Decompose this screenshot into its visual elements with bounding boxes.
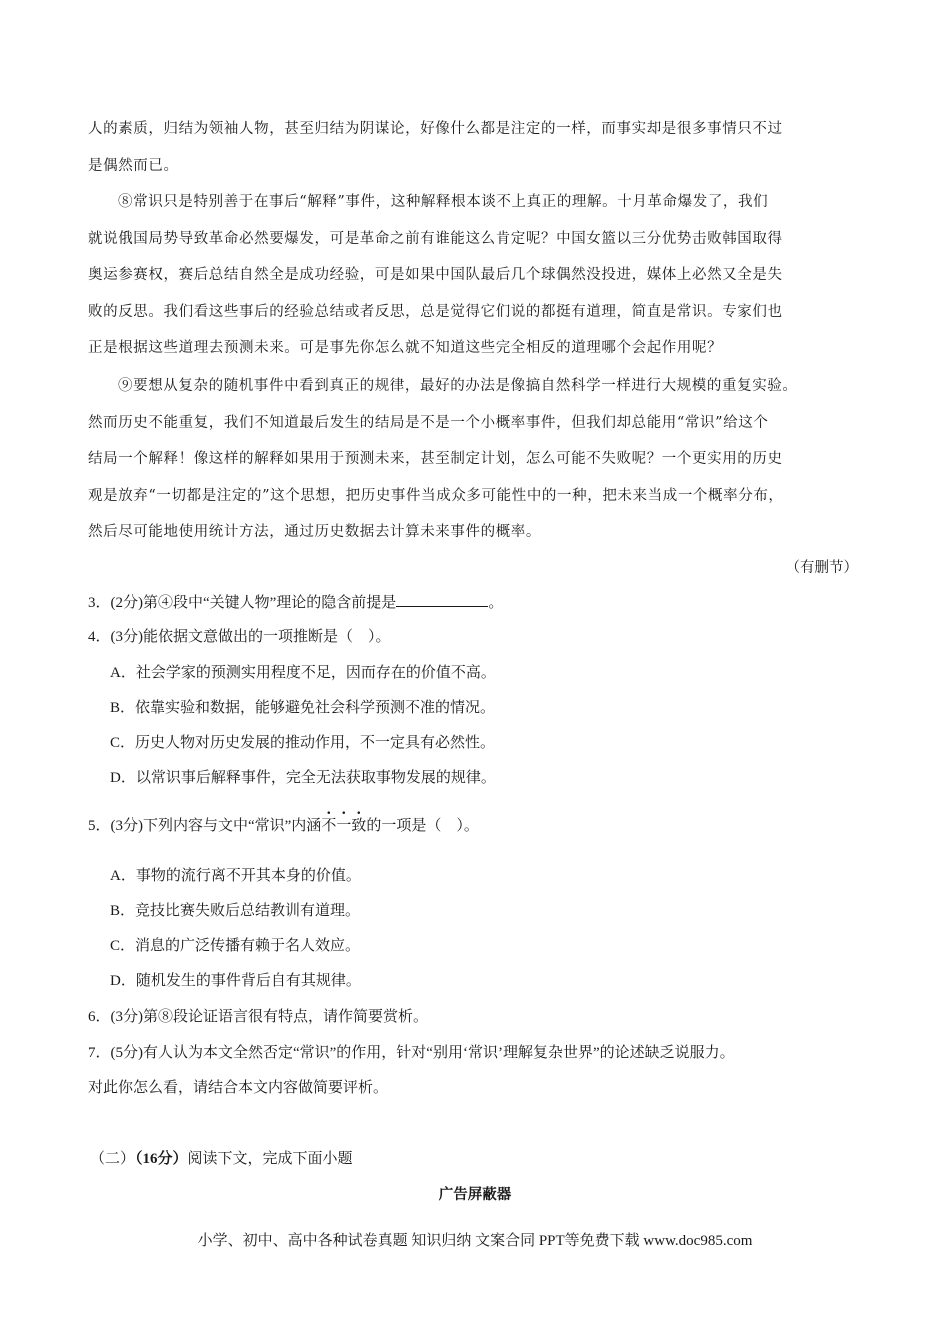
section-instruction: 阅读下文，完成下面小题 <box>187 1151 353 1167</box>
option-d: D．以常识事后解释事件，完全无法获取事物发展的规律。 <box>110 770 496 786</box>
section-score: （16分） <box>135 1151 188 1167</box>
emphasis-char: 一 <box>336 818 352 834</box>
text-line: 是偶然而已。 <box>88 157 179 174</box>
paragraph-continuation <box>88 111 863 184</box>
option-c: C．历史人物对历史发展的推动作用，不一定具有必然性。 <box>110 735 496 751</box>
option-d: D．随机发生的事件背后自有其规律。 <box>110 973 361 989</box>
question-text: 5．(3分)下列内容与文中“常识”内涵 <box>88 818 322 834</box>
section-heading <box>90 1147 353 1168</box>
question-3 <box>88 591 878 615</box>
emphasis-char: 不 <box>321 818 337 834</box>
text-line: ⑨要想从复杂的随机事件中看到真正的规律，最好的办法是像搞自然科学一样进行大规模的重复实验。 <box>118 378 798 394</box>
question-7-line-1: 7．(5分)有人认为本文全然否定“常识”的作用，针对“别用‘常识’理解复杂世界”的论述缺乏说服力。 <box>88 1045 735 1061</box>
article-title: 广告屏蔽器 <box>438 1186 512 1203</box>
paragraph-8 <box>88 184 863 367</box>
section-prefix: （二） <box>90 1151 136 1167</box>
option-b: B．竞技比赛失败后总结教训有道理。 <box>110 903 361 919</box>
text-line: 正是根据这些道理去预测未来。可是事先你怎么就不知道这些完全相反的道理哪个会起作用呢？ <box>88 340 723 356</box>
emphasis-char: 致 <box>351 818 367 834</box>
paragraph-9 <box>88 368 863 551</box>
source-note: （有删节） <box>785 560 858 576</box>
question-4: 4．(3分)能依据文意做出的一项推断是（ ）。 <box>88 629 391 645</box>
text-line: 就说俄国局势导致革命必然要爆发，可是革命之前有谁能这么肯定呢？中国女篮以三分优势击败韩国取得 <box>88 230 783 247</box>
question-6: 6．(3分)第⑧段论证语言很有特点，请作简要赏析。 <box>88 1009 428 1025</box>
page-footer: 小学、初中、高中各种试卷真题 知识归纳 文案合同 PPT等免费下载 www.doc985.com <box>197 1233 753 1249</box>
text-line: 然后尽可能地使用统计方法，通过历史数据去计算未来事件的概率。 <box>88 524 541 540</box>
option-a: A．事物的流行离不开其本身的价值。 <box>110 868 361 884</box>
question-text: 3．(2分)第④段中“关键人物”理论的隐含前提是 <box>88 595 397 611</box>
text-line: 人的素质，归结为领袖人物，甚至归结为阴谋论，好像什么都是注定的一样，而事实却是很多事情只不过 <box>88 121 783 137</box>
question-text: 的一项是（ ）。 <box>366 818 479 834</box>
question-5 <box>88 814 878 838</box>
option-b: B．依靠实验和数据，能够避免社会科学预测不准的情况。 <box>110 700 496 716</box>
answer-blank[interactable] <box>396 592 488 607</box>
text-line: ⑧常识只是特别善于在事后“解释”事件，这种解释根本谈不上真正的理解。十月革命爆发了，我们 <box>118 194 769 210</box>
text-line: 观是放弃“一切都是注定的”这个思想，把历史事件当成众多可能性中的一种，把未来当成一个概率分布， <box>88 487 784 504</box>
text-line: 奥运参赛权，赛后总结自然全是成功经验，可是如果中国队最后几个球偶然没投进，媒体上必然又全是失 <box>88 267 783 283</box>
option-c: C．消息的广泛传播有赖于名人效应。 <box>110 938 361 954</box>
question-text: 。 <box>488 595 504 611</box>
text-line: 败的反思。我们看这些事后的经验总结或者反思，总是觉得它们说的都挺有道理，简直是常识。专家们也 <box>88 303 783 320</box>
text-line: 然而历史不能重复，我们不知道最后发生的结局是不是一个小概率事件，但我们却总能用“常识”给这个 <box>88 414 769 431</box>
text-line: 结局一个解释！像这样的解释如果用于预测未来，甚至制定计划，怎么可能不失败呢？一个更实用的历史 <box>88 451 783 467</box>
option-a: A．社会学家的预测实用程度不足，因而存在的价值不高。 <box>110 665 496 681</box>
question-7-line-2: 对此你怎么看，请结合本文内容做简要评析。 <box>88 1080 389 1096</box>
